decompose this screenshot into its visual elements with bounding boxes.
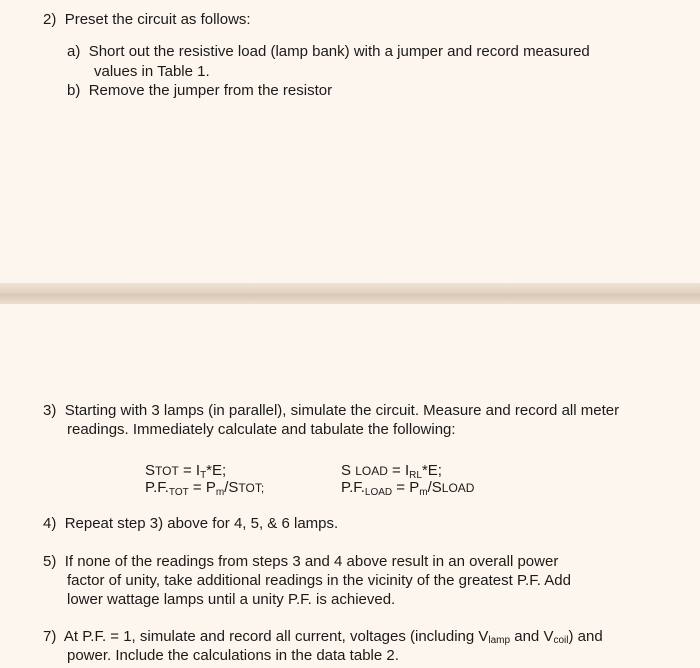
step-2b-text: Remove the jumper from the resistor (88, 82, 333, 99)
step-7-text-c: ) and (568, 628, 603, 645)
formula-pf-load-equals: = P (392, 479, 420, 496)
step-4-line (43, 515, 338, 533)
step-7-line2: power. Include the calculations in the data table 2. (67, 647, 399, 664)
step-5-line2: factor of unity, take additional readings in the vicinity of the greatest P.F. Add (67, 572, 571, 589)
step-5-text-line1: If none of the readings from steps 3 and 4 above result in an overall power (64, 553, 559, 570)
step-3-text-line1: Starting with 3 lamps (in parallel), simulate the circuit. Measure and record all meter (64, 402, 620, 419)
formula-pf-tot-slash: /S (224, 479, 239, 496)
formula-pf-load-symbol: P.F. (341, 479, 365, 496)
formula-pf-load (341, 479, 474, 502)
step-7-text-a: At P.F. = 1, simulate and record all current, voltages (including V (63, 628, 489, 645)
formula-s-load-end: *E; (421, 462, 442, 479)
step-7-number: 7) (43, 628, 57, 645)
step-2-text: Preset the circuit as follows: (64, 11, 251, 28)
page-divider (0, 283, 700, 304)
formula-pf-load-m-subscript: m (419, 487, 428, 498)
formula-pf-tot-symbol: P.F. (145, 479, 169, 496)
step-4-number: 4) (43, 515, 57, 532)
formula-s-tot-subscript: TOT (155, 464, 179, 478)
step-2b-label: b) (67, 82, 81, 99)
formula-s-load-subscript: LOAD (355, 464, 388, 478)
formula-s-load-symbol: S (341, 462, 356, 479)
step-2a-line2: values in Table 1. (94, 63, 210, 80)
step-2a-text-line1: Short out the resistive load (lamp bank) with a jumper and record measured (88, 43, 590, 60)
formula-s-load-equals: = I (387, 462, 410, 479)
step-7-lamp-subscript: lamp (488, 635, 511, 646)
formula-s-load-current-subscript: RL (409, 470, 422, 481)
step-5-number: 5) (43, 553, 57, 570)
formula-pf-tot-equals: = P (188, 479, 216, 496)
formula-pf-load-denominator-subscript: LOAD (441, 481, 475, 495)
step-2-number: 2) (43, 11, 57, 28)
formula-pf-tot-denominator-subscript: TOT; (238, 481, 265, 495)
step-2b-line (67, 82, 332, 100)
step-3-number: 3) (43, 402, 57, 419)
step-5-line1 (43, 553, 558, 571)
step-5-line3: lower wattage lamps until a unity P.F. is achieved. (67, 591, 396, 608)
formula-s-tot-equals: = I (178, 462, 201, 479)
formula-pf-load-slash: /S (427, 479, 442, 496)
formula-s-tot-symbol: S (145, 462, 156, 479)
step-7-text-b: and V (510, 628, 554, 645)
formula-s-tot-end: *E; (206, 462, 227, 479)
step-2-heading (43, 11, 251, 29)
formula-pf-load-subscript: LOAD (364, 487, 393, 498)
step-2a-label: a) (67, 43, 81, 60)
step-2a-line1 (67, 43, 590, 61)
formula-pf-tot (145, 479, 264, 502)
formula-s-tot-current-subscript: T (200, 470, 207, 481)
formula-pf-tot-subscript: TOT (168, 487, 189, 498)
step-3-line2: readings. Immediately calculate and tabulate the following: (67, 421, 456, 438)
formula-pf-tot-m-subscript: m (215, 487, 225, 498)
step-7-coil-subscript: coil (553, 635, 569, 646)
step-3-line1 (43, 402, 619, 420)
step-4-text: Repeat step 3) above for 4, 5, & 6 lamps. (64, 515, 339, 532)
